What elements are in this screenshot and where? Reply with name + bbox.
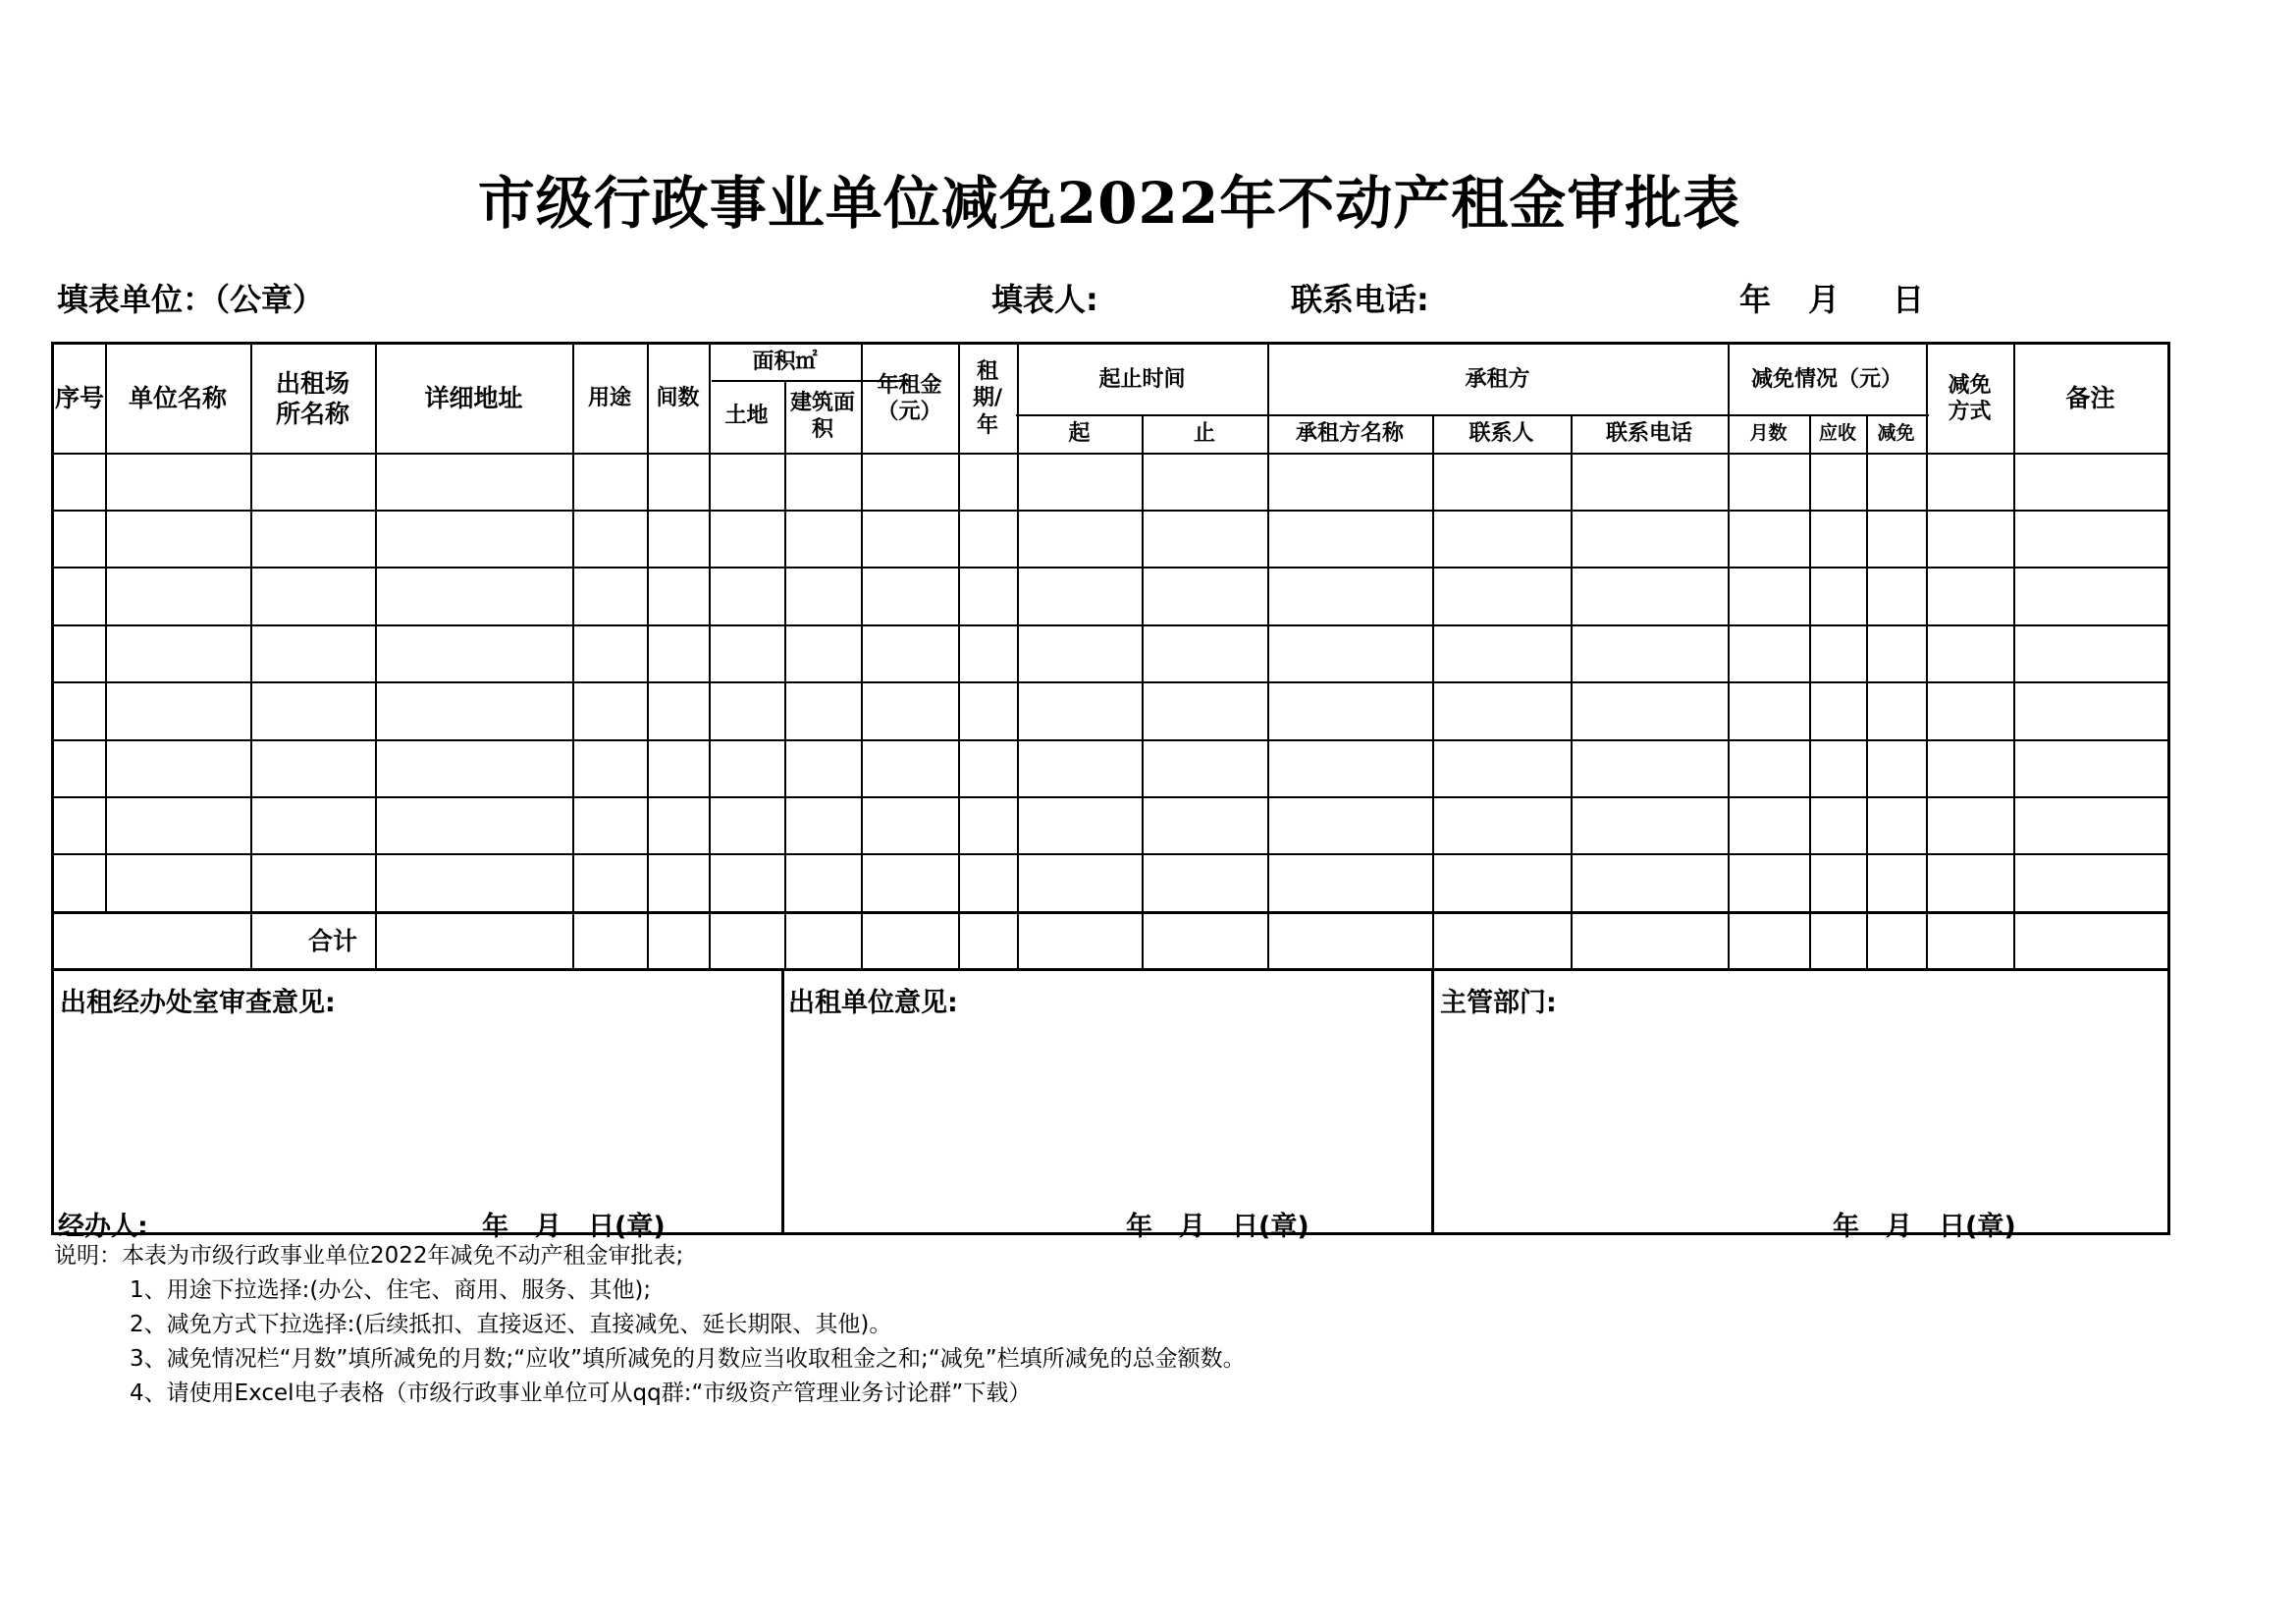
office-date-seal: 年 月 日(章) bbox=[482, 1212, 666, 1242]
col-address: 详细地址 bbox=[424, 384, 523, 413]
col-end: 止 bbox=[1193, 420, 1215, 446]
col-receivable: 应收 bbox=[1818, 421, 1856, 444]
col-phone: 联系电话 bbox=[1605, 420, 1692, 446]
col-seq: 序号 bbox=[54, 384, 104, 413]
notes bbox=[54, 1239, 1246, 1411]
filler-label: 填表人: bbox=[991, 281, 1098, 318]
col-land: 土地 bbox=[724, 404, 769, 429]
col-start: 起 bbox=[1068, 420, 1091, 446]
note-intro: 说明：本表为市级行政事业单位2022年减免不动产租金审批表; bbox=[54, 1243, 684, 1269]
col-period: 起止时间 bbox=[1098, 366, 1186, 392]
col-unit-name: 单位名称 bbox=[128, 384, 227, 413]
filling-unit-label: 填表单位：（公章） bbox=[57, 281, 325, 318]
approval-table bbox=[51, 342, 2170, 1242]
form-title: 市级行政事业单位减免2022年不动产租金审批表 bbox=[477, 170, 1741, 237]
phone-label: 联系电话: bbox=[1291, 281, 1429, 318]
note-item: 2、减免方式下拉选择:(后续抵扣、直接返还、直接减免、延长期限、其他)。 bbox=[130, 1312, 892, 1337]
col-relief: 减免情况（元） bbox=[1750, 366, 1902, 392]
date-day: 日 bbox=[1893, 281, 1925, 318]
total-label: 合计 bbox=[307, 926, 357, 955]
note-item: 1、用途下拉选择:(办公、住宅、商用、服务、其他); bbox=[130, 1277, 652, 1303]
handler-label: 经办人: bbox=[58, 1212, 148, 1242]
col-rooms: 间数 bbox=[656, 386, 700, 411]
lessor-opinion-label: 出租单位意见: bbox=[788, 988, 958, 1018]
col-lessee-name: 承租方名称 bbox=[1295, 420, 1404, 446]
note-item: 4、请使用Excel电子表格（市级行政事业单位可从qq群:“市级资产管理业务讨论群”下载） bbox=[130, 1380, 1032, 1406]
col-area: 面积㎡ bbox=[752, 350, 818, 375]
authority-date-seal: 年 月 日(章) bbox=[1833, 1212, 2016, 1242]
col-contact: 联系人 bbox=[1468, 420, 1534, 446]
col-annual-rent: 年租金（元） bbox=[877, 372, 942, 424]
col-term: 租期/年 bbox=[972, 358, 1003, 438]
col-venue: 出租场所名称 bbox=[275, 368, 349, 428]
col-use: 用途 bbox=[587, 386, 631, 411]
authority-opinion-label: 主管部门: bbox=[1440, 988, 1557, 1018]
col-reduced: 减免 bbox=[1877, 421, 1915, 444]
lessor-date-seal: 年 月 日(章) bbox=[1126, 1212, 1309, 1242]
date-month: 月 bbox=[1808, 281, 1841, 318]
note-item: 3、减免情况栏“月数”填所减免的月数;“应收”填所减免的月数应当收取租金之和;“减免”栏填所减免的总金额数。 bbox=[130, 1346, 1246, 1372]
col-building-area: 建筑面积 bbox=[790, 390, 856, 442]
col-months: 月数 bbox=[1749, 421, 1788, 444]
col-method: 减免方式 bbox=[1948, 372, 1992, 424]
col-lessee: 承租方 bbox=[1465, 366, 1530, 392]
col-remark: 备注 bbox=[2065, 384, 2115, 413]
date-year: 年 bbox=[1739, 281, 1772, 318]
office-opinion-label: 出租经办处室审查意见: bbox=[60, 988, 336, 1018]
